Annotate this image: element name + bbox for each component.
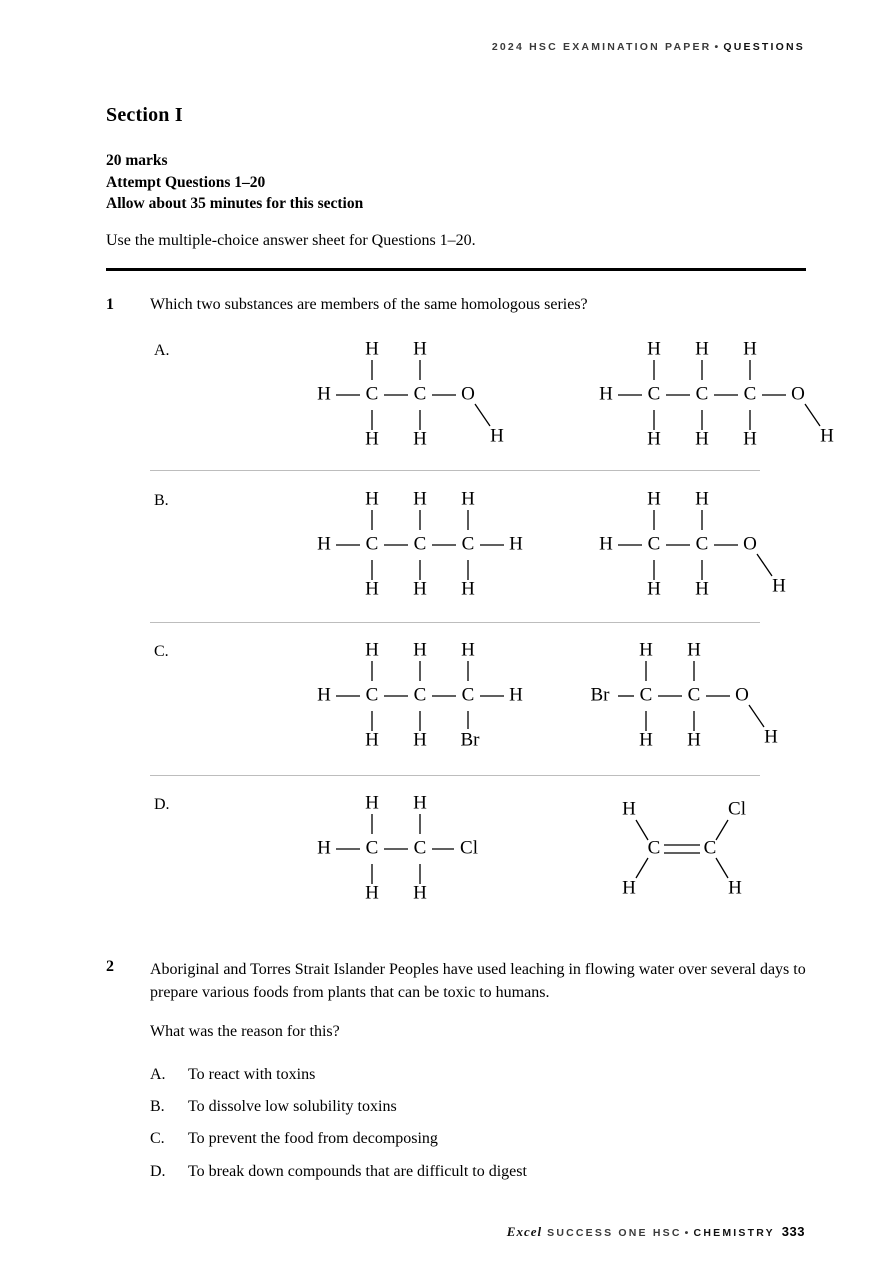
svg-text:H: H [509,684,523,706]
svg-text:C: C [743,383,757,405]
svg-text:H: H [413,578,427,600]
marks-line: 20 marks [106,152,168,169]
svg-text:H: H [764,726,778,748]
svg-text:H: H [365,488,379,510]
svg-text:H: H [647,578,661,600]
choice-b-letter: B. [150,1098,165,1115]
svg-text:C: C [647,837,661,859]
svg-text:H: H [461,488,475,510]
svg-text:C: C [413,383,427,405]
svg-text:H: H [413,729,427,751]
option-a-letter: A. [154,342,170,359]
choice-b-text: To dissolve low solubility toxins [188,1098,397,1115]
question-2-stem: Aboriginal and Torres Strait Islander Peoples have used leaching in flowing water over several days to prepare various foods from plants that can be toxic to humans. [150,961,806,1001]
svg-text:H: H [695,338,709,360]
svg-text:H: H [695,488,709,510]
option-d-left-structure [312,794,522,904]
svg-text:C: C [413,837,427,859]
svg-text:H: H [365,639,379,661]
question-2-choice-d[interactable] [150,1163,810,1181]
footer-brand: Excel [506,1224,543,1239]
svg-text:H: H [743,428,757,450]
svg-text:H: H [772,575,786,597]
question-2-lead: What was the reason for this? [150,1023,340,1040]
section-instructions [106,150,363,215]
svg-text:H: H [647,488,661,510]
choice-a-letter: A. [150,1066,166,1083]
svg-text:H: H [365,428,379,450]
svg-text:H: H [461,578,475,600]
svg-text:H: H [365,338,379,360]
svg-text:H: H [365,578,379,600]
svg-text:C: C [413,533,427,555]
option-b-left-structure [312,490,552,600]
page-footer [507,1224,805,1240]
svg-text:C: C [365,837,379,859]
choice-d-text: To break down compounds that are difficult to digest [188,1163,527,1180]
svg-text:H: H [365,882,379,904]
svg-text:H: H [622,798,636,820]
choice-d-letter: D. [150,1163,166,1180]
svg-text:C: C [647,383,661,405]
svg-text:H: H [687,639,701,661]
svg-text:H: H [413,882,427,904]
option-a-right-structure [594,340,834,450]
svg-text:C: C [365,383,379,405]
option-b-right-structure [594,490,794,600]
choice-a-text: To react with toxins [188,1066,316,1083]
svg-text:O: O [461,383,475,405]
svg-text:Br: Br [460,729,480,751]
question-2-number: 2 [106,958,114,975]
svg-text:H: H [647,428,661,450]
svg-text:C: C [413,684,427,706]
svg-text:C: C [365,684,379,706]
svg-text:Cl: Cl [460,837,478,859]
question-2-choice-b[interactable] [150,1098,810,1116]
svg-text:H: H [728,877,742,899]
running-head [492,41,805,53]
svg-text:O: O [743,533,757,555]
footer-series: SUCCESS ONE HSC [547,1227,682,1239]
svg-text:H: H [695,578,709,600]
option-a-left-structure [312,340,512,450]
section-divider [106,268,806,271]
svg-text:C: C [647,533,661,555]
option-divider-b-c [150,622,760,623]
svg-text:C: C [461,533,475,555]
svg-text:O: O [735,684,749,706]
question-2-choice-c[interactable] [150,1130,810,1148]
svg-text:H: H [413,792,427,814]
svg-text:H: H [509,533,523,555]
svg-text:H: H [639,639,653,661]
svg-text:C: C [695,533,709,555]
option-d-letter: D. [154,796,170,813]
option-d-right-structure [614,794,764,904]
svg-text:H: H [413,338,427,360]
svg-text:H: H [695,428,709,450]
option-c-letter: C. [154,643,169,660]
svg-text:C: C [639,684,653,706]
svg-text:H: H [365,792,379,814]
svg-text:H: H [599,383,613,405]
option-c-left-structure [312,641,552,751]
option-b-letter: B. [154,492,169,509]
svg-text:H: H [622,877,636,899]
footer-subject: CHEMISTRY [693,1227,775,1239]
page-title: Section I [106,104,183,126]
svg-text:C: C [687,684,701,706]
svg-text:Br: Br [590,684,610,706]
footer-separator: • [684,1227,691,1239]
svg-text:C: C [703,837,717,859]
option-divider-a-b [150,470,760,471]
svg-text:H: H [413,639,427,661]
svg-text:H: H [413,428,427,450]
svg-text:H: H [490,425,504,447]
attempt-line: Attempt Questions 1–20 [106,173,266,191]
choice-c-letter: C. [150,1130,165,1147]
svg-text:H: H [820,425,834,447]
svg-text:H: H [317,837,331,859]
svg-text:H: H [743,338,757,360]
svg-text:C: C [695,383,709,405]
question-1-stem: Which two substances are members of the same homologous series? [150,296,588,313]
svg-text:C: C [365,533,379,555]
question-2-choice-a[interactable] [150,1066,810,1084]
running-head-left: 2024 HSC EXAMINATION PAPER [491,41,712,53]
svg-text:H: H [317,533,331,555]
svg-text:H: H [365,729,379,751]
footer-page-number: 333 [781,1224,805,1239]
option-divider-c-d [150,775,760,776]
choice-c-text: To prevent the food from decomposing [188,1130,438,1147]
svg-text:H: H [413,488,427,510]
svg-text:H: H [317,383,331,405]
allow-time-line: Allow about 35 minutes for this section [106,195,364,212]
running-head-separator: • [714,41,721,53]
svg-text:C: C [461,684,475,706]
svg-text:O: O [791,383,805,405]
option-c-right-structure [586,641,786,751]
svg-text:H: H [687,729,701,751]
svg-text:H: H [461,639,475,661]
svg-text:H: H [599,533,613,555]
svg-text:H: H [317,684,331,706]
svg-text:Cl: Cl [728,798,746,820]
answer-sheet-note: Use the multiple-choice answer sheet for Questions 1–20. [106,232,476,249]
svg-text:H: H [639,729,653,751]
svg-text:H: H [647,338,661,360]
question-1-number: 1 [106,296,114,313]
running-head-right: QUESTIONS [723,41,805,53]
